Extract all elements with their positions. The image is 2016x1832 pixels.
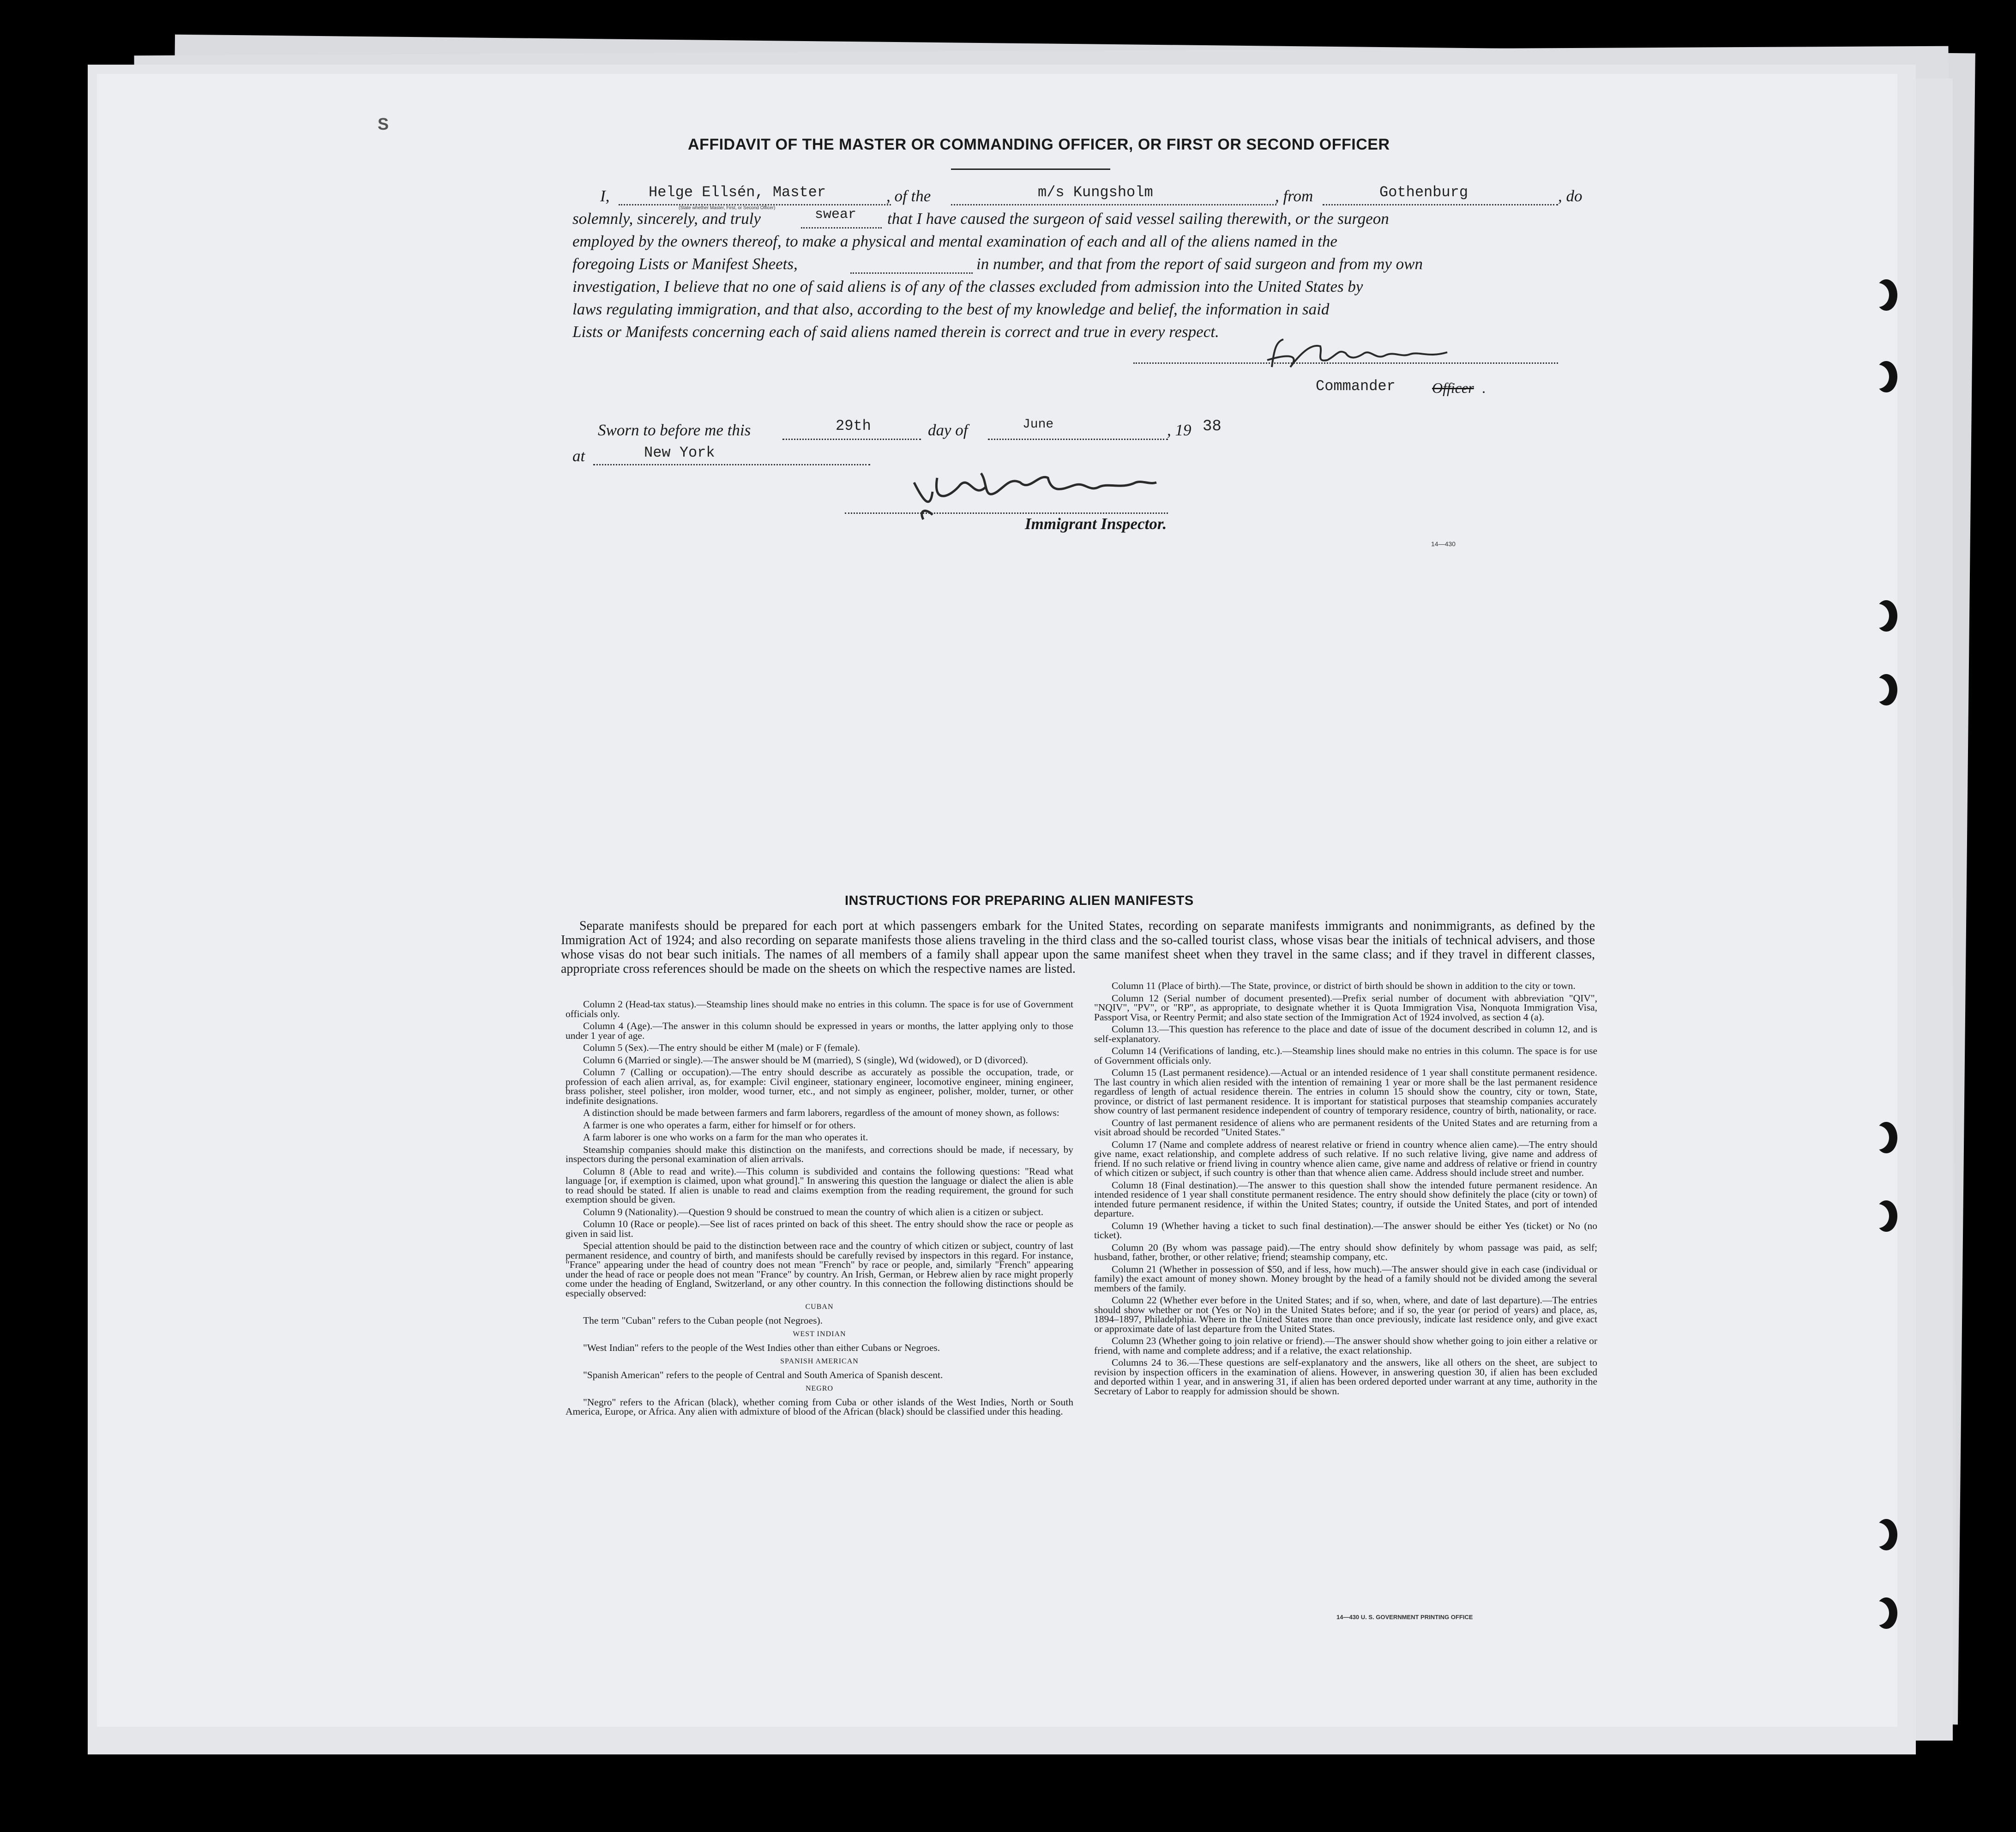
instruction-paragraph: Column 17 (Name and complete address of nearest relative or friend in country whence alien came).—The entry should give name, exact relationship, and complete address of such relative. If no such relative living, give name and address of friend. If no such relative or friend living in country whence alien came, give name and address of relative or friend in country of which citizen or subject, if such country is other than that whence alien came. Address should include street and number. — [1094, 1139, 1597, 1178]
printing-office-footer: 14—430 U. S. GOVERNMENT PRINTING OFFICE — [1336, 1614, 1473, 1621]
instructions-left-column — [566, 1000, 1073, 1419]
affidavit-text: that I have caused the surgeon of said vessel sailing therewith, or the surgeon — [887, 210, 1389, 228]
port-line — [1323, 204, 1558, 205]
instruction-paragraph: Column 20 (By whom was passage paid).—The entry should show definitely by whom passage was paid, as self; husband, father, brother, or other relative; friend; steamship company, etc. — [1094, 1241, 1597, 1262]
word-do: , do — [1558, 187, 1583, 205]
instruction-paragraph: Column 13.—This question has reference to the place and date of issue of the document described in column 12, and is self-explanatory. — [1094, 1024, 1597, 1044]
instruction-paragraph: A farm laborer is one who works on a farm for the man who operates it. — [583, 1132, 868, 1143]
instruction-paragraph: Steamship companies should make this distinction on the manifests, and corrections should be made, if necessary, by inspectors during the personal examination of alien arrivals. — [566, 1144, 1073, 1164]
rank: Commander — [1316, 378, 1396, 395]
title-rule — [951, 169, 1110, 170]
day-line — [782, 439, 921, 440]
instruction-paragraph: Column 23 (Whether going to join relative or friend).—The answer should show whether going to join either a relative or friend, with name and complete address; and if a relative, the exact relationship. — [1094, 1335, 1597, 1356]
port-name: Gothenburg — [1379, 184, 1468, 201]
binder-hole — [1875, 1519, 1897, 1550]
instruction-paragraph: "West Indian" refers to the people of the West Indies other than either Cubans or Negroes. — [583, 1342, 940, 1353]
instructions-title: INSTRUCTIONS FOR PREPARING ALIEN MANIFESTS — [845, 893, 1194, 908]
instruction-paragraph: Column 5 (Sex).—The entry should be either M (male) or F (female). — [583, 1042, 861, 1053]
affidavit-text: in number, and that from the report of said surgeon and from my own — [976, 255, 1423, 273]
word-of-the: , of the — [886, 187, 931, 205]
binder-hole — [1875, 1200, 1897, 1232]
instruction-paragraph: Special attention should be paid to the distinction between race and the country of which citizen or subject, country of last permanent residence, and country of birth, and manifests should be carefully revised by inspectors in this regard. For instance, "France" appearing under the head of country does not mean "French" by race or people, and, similarly "French" appearing under the head of race or people does not mean "France" by country. An Irish, German, or Hebrew alien by race might properly come under the heading of England, Switzerland, or any other country. In this connection the following distinctions should be especially observed: — [566, 1240, 1073, 1299]
inspector-line — [845, 512, 1168, 514]
place-line — [593, 464, 870, 465]
instruction-paragraph: Column 6 (Married or single).—The answer should be M (married), S (single), Wd (widowed), or D (divorced). — [583, 1054, 1028, 1066]
affidavit-text: Lists or Manifests concerning each of said aliens named therein is correct and true in every respect. — [572, 323, 1219, 341]
instruction-paragraph: Column 9 (Nationality).—Question 9 should be construed to mean the country of which alien is a citizen or subject. — [583, 1206, 1044, 1217]
word-at: at — [572, 447, 585, 465]
month-line — [988, 439, 1168, 440]
oath-word: swear — [815, 207, 857, 223]
instruction-paragraph: The term "Cuban" refers to the Cuban people (not Negroes). — [583, 1314, 823, 1326]
sworn-day: 29th — [836, 417, 871, 434]
place: New York — [644, 444, 715, 461]
affidavit-text: laws regulating immigration, and that also, according to the best of my knowledge and belief, the information in said — [572, 300, 1330, 318]
affidavit-text: solemnly, sincerely, and truly — [572, 210, 761, 228]
section-heading: CUBAN — [805, 1303, 834, 1311]
instruction-paragraph: Column 11 (Place of birth).—The State, province, or district of birth should be shown in addition to the city or town. — [1112, 980, 1576, 991]
instruction-paragraph: Column 14 (Verifications of landing, etc.).—Steamship lines should make no entries in this column. The space is for use of Government officials only. — [1094, 1045, 1597, 1066]
word-from: , from — [1275, 187, 1313, 205]
instructions-right-column — [1094, 981, 1597, 1398]
word-i: I, — [600, 187, 610, 205]
corner-mark: S — [378, 114, 389, 133]
instruction-paragraph: Column 8 (Able to read and write).—This column is subdivided and contains the following questions: "Read what language [or, if exemption is claimed, upon what ground]." In answering this question the language or dialect the alien is able to read should be stated. If alien is unable to read and claims exemption from the reading requirement, the ground for such exemption should be given. — [566, 1165, 1073, 1205]
instruction-paragraph: Column 22 (Whether ever before in the United States; and if so, when, where, and date of last departure).—The entries should show whether or not (Yes or No) in the United States before; and if so, the year (or period of years) and place, as, 1894–1897, Philadelphia. Where in the United States more than once previously, indicate last residence only, and give exact or approximate date of last departure from the United States. — [1094, 1295, 1597, 1334]
instruction-paragraph: Column 7 (Calling or occupation).—The entry should describe as accurately as possible the occupation, trade, or profession of each alien arrival, as, for example: Civil engineer, stationary engineer, locomotive engineer, mining engineer, brass polisher, steel polisher, iron molder, wood turner, etc., and not simply as engineer, polisher, molder, turner, or other indefinite designations. — [566, 1067, 1073, 1106]
master-signature-line — [1133, 362, 1558, 364]
instruction-paragraph: Columns 24 to 36.—These questions are self-explanatory and the answers, like all others on the sheet, are subject to revision by inspection officers in the examination of aliens. However, in answering question 30, if alien has been excluded and deported within 1 year, and in answering 31, if alien has been ordered deported under warrant at any time, authority in the Secretary of Labor to reapply for admission should be shown. — [1094, 1357, 1597, 1397]
master-signature — [1263, 335, 1456, 376]
affidavit-text: investigation, I believe that no one of said aliens is of any of the classes excluded from admission into the United States by — [572, 277, 1363, 295]
instruction-paragraph: Column 12 (Serial number of document presented).—Prefix serial number of document with abbreviation "QIV", "NQIV", "PV", or "RP", as appropriate, to designate whether it is Quota Immigration Visa, Nonquota Immigration Visa, Passport Visa, or Reentry Permit; and also state section of the Immigration Act of 1924 involved, as section 4 (a). — [1094, 992, 1597, 1023]
binder-hole — [1875, 600, 1897, 632]
sworn-text: day of — [928, 421, 968, 439]
instruction-paragraph: A farmer is one who operates a farm, either for himself or for others. — [583, 1119, 856, 1131]
manifest-page: S AFFIDAVIT OF THE MASTER OR COMMANDING OFFICER, OR FIRST OR SECOND OFFICER I, Helge Ellsén, Master (State whether Master, First, or Second Officer) , of the m/s Kungsholm , from Gothenburg , do solemnly, sincerely, and truly swear that I have caused the surgeon of said vessel sailing therewith, or the surgeon employed by the owners thereof, to make a physical and mental examination of each and all of the aliens named in the foregoing Lists or Manifest Sheets, in number, and that from the report of said surgeon and from my own investigation, I believe that no one of said aliens is of any of the classes excluded from admission into the United States by laws regulating immigration, and that also, according to the best of my knowledge and belief, the information in said Lists or Manifests concerning each of said aliens named therein is correct and true in every respect. Commander Officer . Sworn to before me this 29th day of June , 19 38 at New York Immigrant Inspector. 14—430 INSTRUCTIONS FOR PREPARING ALIEN MANIFESTS Separate manifests should be prepared for each port at which passengers embark for the United States, recording on separate manifests immigrants and nonimmigrants, as defined by the Immigration Act of 1924; and also recording on separate manifests those aliens traveling in the third class and the so-called tourist class, whose visas bear the initials of technical advisers, and those whose visas do not bear such initials. The names of all members of a family shall appear upon the same manifest sheet when they travel in the same class; and if they travel in different classes, appropriate cross references should be made on the sheets on which the respective names are listed. Column 2 (Head-tax status).—Steamship lines should make no entries in this column. The space is for use of Government officials only. Column 4 (Age).—The answer in this column should be expressed in years or months, the latter applying only to those under 1 year of age. Column 5 (Sex).—The entry should be either M (male) or F (female). Column 6 (Married or single).—The answer should be M (married), S (single), Wd (widowed), or D (divorced). Column 7 (Calling or occupation).—The entry should describe as accurately as possible the occupation, trade, or profession of each alien arrival, as, for example: Civil engineer, stationary engineer, locomotive engineer, mining engineer, brass polisher, steel polisher, iron molder, wood turner, etc., and not simply as engineer, polisher, molder, turner, or other indefinite designations. A distinction should be made between farmers and farm laborers, regardless of the amount of money shown, as follows: A farmer is one who operates a farm, either for himself or for others. A farm laborer is one who works on a farm for the man who operates it. Steamship companies should make this distinction on the manifests, and corrections should be made, if necessary, by inspectors during the personal examination of alien arrivals. Column 8 (Able to read and write).—This column is subdivided and contains the following questions: "Read what language [or, if exemption is claimed, upon what ground]." In answering this question the language or dialect the alien is able to read should be stated. If alien is unable to read and claims exemption from the reading requirement, the ground for such exemption should be given. Column 9 (Nationality).—Question 9 should be construed to mean the country of which alien is a citizen or subject. Column 10 (Race or people).—See list of races printed on back of this sheet. The entry should show the race or people as given in said list. Special attention should be paid to the distinction between race and the country of which citizen or subject, country of last permanent residence, and country of birth, and manifests should be carefully revised by inspectors in this regard. For instance, "France" appearing under the head of country does not mean "French" by race or people, and, similarly "French" appearing under the head of race or people does not mean "France" by country. An Irish, German, or Hebrew alien by race might properly come under the heading of England, Switzerland, or any other country. In this connection the following distinctions should be especially observed: CUBAN The term "Cuban" refers to the Cuban people (not Negroes). WEST INDIAN "West Indian" refers to the people of the West Indies other than either Cubans or Negroes. SPANISH AMERICAN "Spanish American" refers to the people of Central and South America of Spanish descent. NEGRO "Negro" refers to the African (black), whether coming from Cuba or other islands of the West Indies, North or South America, Europe, or Africa. Any alien with admixture of blood of the African (black) should be classified under this heading. Column 11 (Place of birth).—The State, province, or district of birth should be shown in addition to the city or town. Column 12 (Serial number of document presented).—Prefix serial number of document with abbreviation "QIV", "NQIV", "PV", or "RP", as appropriate, to designate whether it is Quota Immigration Visa, Nonquota Immigration Visa, Passport Visa, or Reentry Permit; and also state section of the Immigration Act of 1924 involved, as section 4 (a). Column 13.—This question has reference to the place and date of issue of the document described in column 12, and is self-explanatory. Column 14 (Verifications of landing, etc.).—Steamship lines should make no entries in this column. The space is for use of Government officials only. Column 15 (Last permanent residence).—Actual or an intended residence of 1 year shall constitute permanent residence. The last country in which alien resided with the intention of remaining 1 year or more shall be the last permanent residence regardless of length of actual residence therein. The entries in column 15 should show the country, city or town, State, province, or district of last permanent residence. It is important for statistical purposes that steamship companies accurately show country of last permanent residence independent of country of temporary residence, country of birth, nationality, or race. Country of last permanent residence of aliens who are permanent residents of the United States and are returning from a visit abroad should be recorded "United States." Column 17 (Name and complete address of nearest relative or friend in country whence alien came).—The entry should give name, exact relationship, and complete address of such relative. If no such relative living, give name and address of friend. If no such relative or friend living in country whence alien came, give name and address of relative or friend in country of which citizen or subject, if such country is other than that whence alien came. Address should include street and number. Column 18 (Final destination).—The answer to this question shall show the intended future permanent residence. An intended residence of 1 year shall constitute permanent residence. The entry should show definitely the place (city or town) of intended future permanent residence, if within the United States; country, if outside the United States, and port of intended departure. Column 19 (Whether having a ticket to such final destination).—The answer should be either Yes (ticket) or No (no ticket). Column 20 (By whom was passage paid).—The entry should show definitely by whom passage was paid, as self; husband, father, brother, or other relative; friend; steamship company, etc. Column 21 (Whether in possession of $50, and if less, how much).—The answer should give in each case (individual or family) the exact amount of money shown. Money brought by the head of a family should not be divided among the several members of the family. Column 22 (Whether ever before in the United States; and if so, when, where, and date of last departure).—The entries should show whether or not (Yes or No) in the United States before; and if so, the year (or period of years) and place, as, 1894–1897, Philadelphia. Where in the United States more than once previously, indicate last residence only, and give exact or approximate date of last departure from the United States. Column 23 (Whether going to join relative or friend).—The answer should show whether going to join either a relative or friend, with name and complete address; and if a relative, the exact relationship. Columns 24 to 36.—These questions are self-explanatory and the answers, like all others on the sheet, are subject to revision by inspection officers in the examination of aliens. However, in answering question 30, if alien has been excluded and deported within 1 year, and in answering 31, if alien has been ordered deported under warrant at any time, authority in the Secretary of Labor to reapply for admission should be shown. 14—430 U. S. GOVERNMENT PRINTING OFFICE — [97, 74, 1897, 1727]
vessel-line — [951, 204, 1276, 205]
instruction-paragraph: "Negro" refers to the African (black), whether coming from Cuba or other islands of the West Indies, North or South America, Europe, or Africa. Any alien with admixture of blood of the African (black) should be classified under this heading. — [566, 1396, 1073, 1417]
section-heading: SPANISH AMERICAN — [780, 1357, 859, 1365]
affidavit-text: employed by the owners thereof, to make a physical and mental examination of each and all of the aliens named in the — [572, 232, 1337, 250]
sworn-month: June — [1023, 417, 1054, 432]
officer-hint: (State whether Master, First, or Second Officer) — [679, 205, 776, 211]
affidavit-text: foregoing Lists or Manifest Sheets, — [572, 255, 798, 273]
binder-hole — [1875, 1122, 1897, 1153]
sworn-text: , 19 — [1167, 421, 1192, 439]
instruction-paragraph: Column 4 (Age).—The answer in this column should be expressed in years or months, the latter applying only to those under 1 year of age. — [566, 1020, 1073, 1041]
count-line — [850, 272, 973, 274]
instruction-paragraph: Column 15 (Last permanent residence).—Actual or an intended residence of 1 year shall constitute permanent residence. The last country in which alien resided with the intention of remaining 1 year or more shall be the last permanent residence regardless of length of actual residence therein. The entries in column 15 should show the country, city or town, State, province, or district of last permanent residence. It is important for statistical purposes that steamship companies accurately show country of last permanent residence independent of country of temporary residence, country of birth, nationality, or race. — [1094, 1067, 1597, 1116]
sworn-text: Sworn to before me this — [598, 421, 751, 439]
binder-hole — [1875, 361, 1897, 392]
instruction-paragraph: Column 21 (Whether in possession of $50, and if less, how much).—The answer should give in each case (individual or family) the exact amount of money shown. Money brought by the head of a family should not be divided among the several members of the family. — [1094, 1263, 1597, 1294]
instruction-paragraph: Country of last permanent residence of aliens who are permanent residents of the United States and are returning from a visit abroad should be recorded "United States." — [1094, 1117, 1597, 1138]
form-number: 14—430 — [1431, 540, 1456, 548]
instruction-paragraph: A distinction should be made between farmers and farm laborers, regardless of the amount of money shown, as follows: — [583, 1107, 1059, 1118]
instruction-paragraph: Column 2 (Head-tax status).—Steamship lines should make no entries in this column. The space is for use of Government officials only. — [566, 999, 1073, 1019]
binder-hole — [1875, 279, 1897, 311]
vessel-name: m/s Kungsholm — [1038, 184, 1153, 201]
binder-hole — [1875, 1597, 1897, 1629]
instructions-intro: Separate manifests should be prepared for each port at which passengers embark for the United States, recording on separate manifests immigrants and nonimmigrants, as defined by the Immigration Act of 1924; and also recording on separate manifests those aliens traveling in the third class and the so-called tourist class, whose visas bear the initials of technical advisers, and those whose visas do not bear such initials. The names of all members of a family shall appear upon the same manifest sheet when they travel in the same class; and if they travel in different classes, appropriate cross references should be made on the sheets on which the respective names are listed. — [561, 919, 1595, 976]
instruction-paragraph: "Spanish American" refers to the people of Central and South America of Spanish descent. — [583, 1369, 943, 1380]
section-heading: WEST INDIAN — [793, 1330, 846, 1338]
sworn-year: 38 — [1203, 418, 1222, 435]
binder-hole — [1875, 674, 1897, 705]
affidavit-title: AFFIDAVIT OF THE MASTER OR COMMANDING OFFICER, OR FIRST OR SECOND OFFICER — [688, 136, 1390, 153]
instruction-paragraph: Column 19 (Whether having a ticket to such final destination).—The answer should be either Yes (ticket) or No (no ticket). — [1094, 1220, 1597, 1241]
oath-line — [801, 227, 882, 229]
rank-struck: Officer — [1432, 380, 1474, 396]
officer-name: Helge Ellsén, Master — [649, 184, 826, 201]
instruction-paragraph: Column 10 (Race or people).—See list of races printed on back of this sheet. The entry should show the race or people as given in said list. — [566, 1218, 1073, 1239]
instruction-paragraph: Column 18 (Final destination).—The answer to this question shall show the intended future permanent residence. An intended residence of 1 year shall constitute permanent residence. The entry should show definitely the place (city or town) of intended future permanent residence, if within the United States; country, if outside the United States, and port of intended departure. — [1094, 1179, 1597, 1219]
section-heading: NEGRO — [805, 1385, 834, 1392]
inspector-label: Immigrant Inspector. — [1025, 515, 1167, 533]
